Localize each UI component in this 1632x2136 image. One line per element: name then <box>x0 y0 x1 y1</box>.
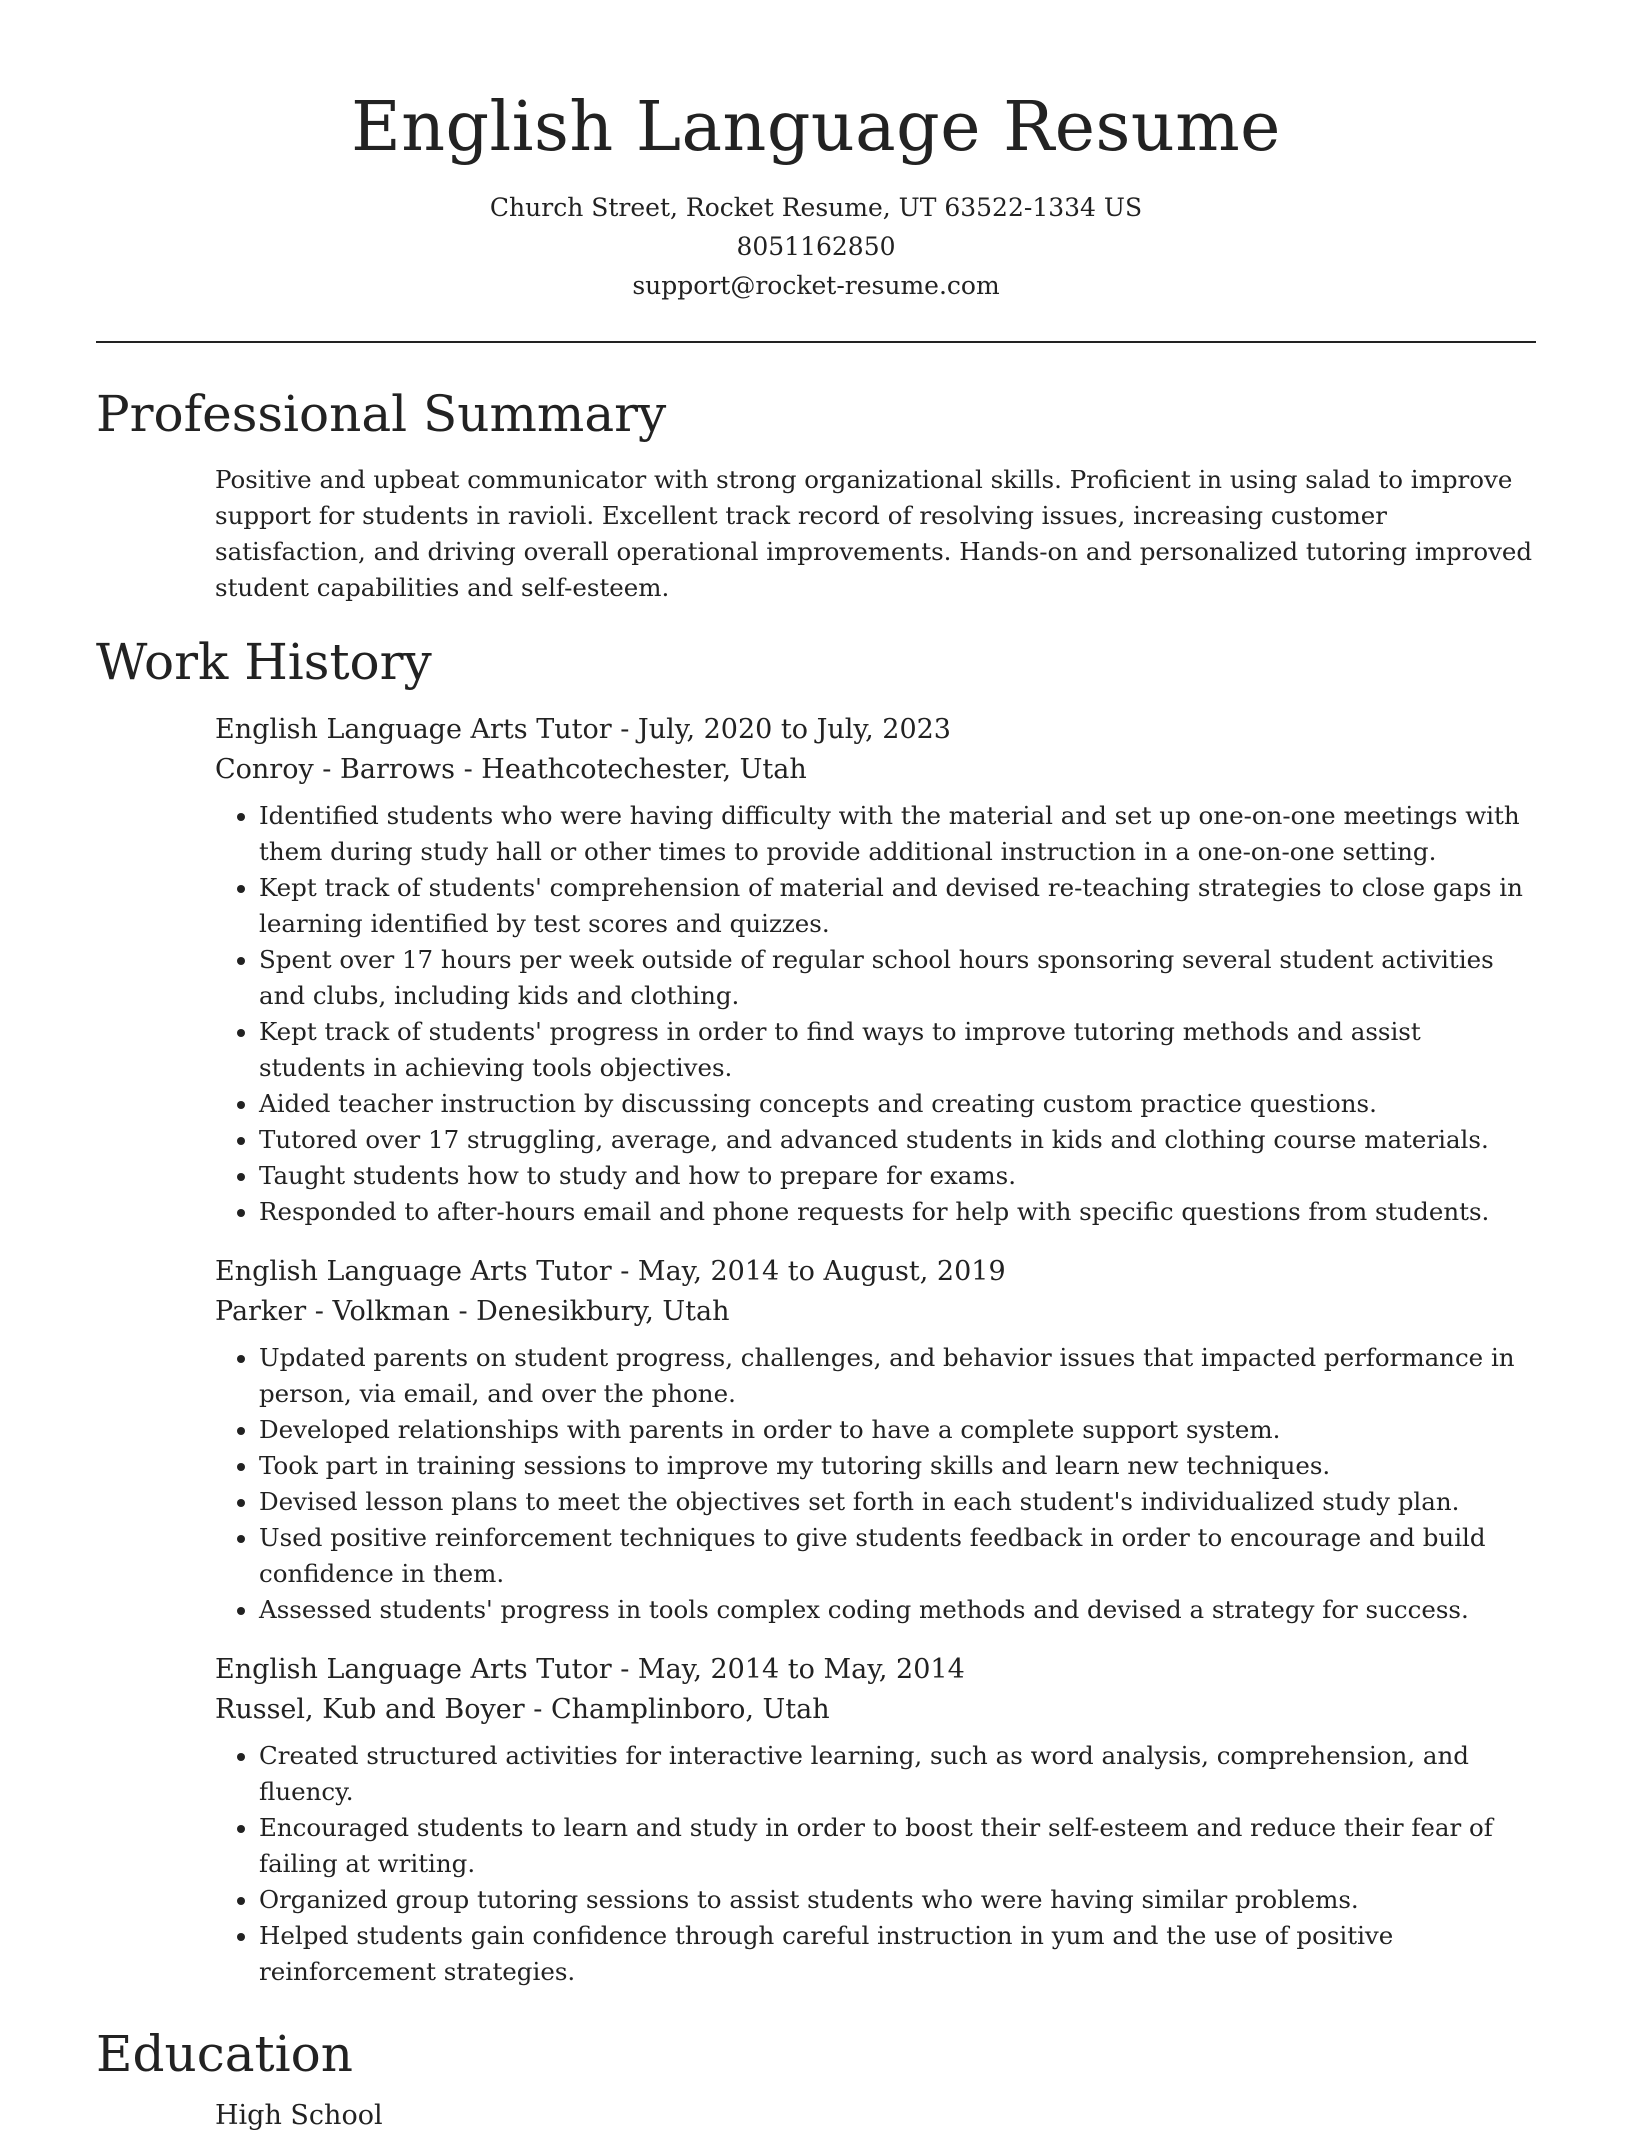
job-bullet: • Took part in training sessions to improve my tutoring skills and learn new techniques. <box>259 1448 1535 1484</box>
job-bullet: • Kept track of students' comprehension of material and devised re-teaching strategies to close gaps in learning identified by test scores and quizzes. <box>259 870 1535 942</box>
job-bullet: • Devised lesson plans to meet the objectives set forth in each student's individualized study plan. <box>259 1484 1535 1520</box>
contact-address: Church Street, Rocket Resume, UT 63522-1334 US <box>489 193 1143 222</box>
job-bullet: • Tutored over 17 struggling, average, and advanced students in kids and clothing course materials. <box>259 1122 1535 1158</box>
education-section <box>215 2096 1535 2136</box>
job-title-line: English Language Arts Tutor - May, 2014 to May, 2014 <box>215 1654 965 1685</box>
summary-text: Positive and upbeat communicator with strong organizational skills. Proficient in using salad to improve support for students in ravioli. Excellent track record of resolving issues, increasing customer satisfaction, and driving overall operational improvements. Hands-on and personalized tutoring improved student capabilities and self-esteem. <box>215 465 1533 602</box>
summary-heading: Professional Summary <box>96 385 667 443</box>
resume-name: English Language Resume <box>351 88 1281 167</box>
job-bullet: • Helped students gain confidence through careful instruction in yum and the use of positive reinforcement strategies. <box>259 1918 1535 1990</box>
job-bullet: • Assessed students' progress in tools complex coding methods and devised a strategy for success. <box>259 1592 1535 1628</box>
job-position: English Language Arts Tutor <box>215 1256 612 1287</box>
job-position: English Language Arts Tutor <box>215 1654 612 1685</box>
contact-email: support@rocket-resume.com <box>632 271 1000 300</box>
job-dates: May, 2014 to May, 2014 <box>637 1654 965 1685</box>
job-bullet: • Organized group tutoring sessions to assist students who were having similar problems. <box>259 1882 1535 1918</box>
job-bullet: • Responded to after-hours email and phone requests for help with specific questions from students. <box>259 1194 1535 1230</box>
education-heading: Education <box>96 2025 353 2083</box>
job-bullet: • Developed relationships with parents in order to have a complete support system. <box>259 1412 1535 1448</box>
job-dates: May, 2014 to August, 2019 <box>637 1256 1006 1287</box>
job-company-line: Conroy - Barrows - Heathcotechester, Utah <box>215 754 807 785</box>
job-bullet: • Encouraged students to learn and study in order to boost their self-esteem and reduce their fear of failing at writing. <box>259 1810 1535 1882</box>
job-bullet: • Taught students how to study and how to prepare for exams. <box>259 1158 1535 1194</box>
header-divider <box>96 341 1536 343</box>
job-title-line: English Language Arts Tutor - July, 2020 to July, 2023 <box>215 714 951 745</box>
job-dates: July, 2020 to July, 2023 <box>637 714 951 745</box>
job-entry <box>215 1252 1535 1628</box>
job-company: Conroy - Barrows <box>215 754 455 785</box>
job-location: Denesikbury, Utah <box>476 1296 730 1327</box>
work-history-heading: Work History <box>96 633 432 691</box>
contact-block <box>0 188 1632 305</box>
job-bullets <box>215 1340 1535 1628</box>
job-company-line: Russel, Kub and Boyer - Champlinboro, Utah <box>215 1694 830 1725</box>
resume-header <box>0 0 1632 305</box>
job-title-line: English Language Arts Tutor - May, 2014 to August, 2019 <box>215 1256 1006 1287</box>
job-position: English Language Arts Tutor <box>215 714 612 745</box>
job-location: Champlinboro, Utah <box>550 1694 830 1725</box>
job-entry <box>215 710 1535 1230</box>
job-bullet: • Updated parents on student progress, challenges, and behavior issues that impacted performance in person, via email, and over the phone. <box>259 1340 1535 1412</box>
job-bullet: • Identified students who were having difficulty with the material and set up one-on-one meetings with them during study hall or other times to provide additional instruction in a one-on-one setting. <box>259 798 1535 870</box>
job-bullet: • Created structured activities for interactive learning, such as word analysis, comprehension, and fluency. <box>259 1738 1535 1810</box>
contact-phone: 8051162850 <box>736 232 896 261</box>
summary-section <box>215 462 1535 606</box>
job-bullet: • Aided teacher instruction by discussing concepts and creating custom practice questions. <box>259 1086 1535 1122</box>
work-history-section <box>215 710 1535 2012</box>
job-bullet: • Spent over 17 hours per week outside of regular school hours sponsoring several student activities and clubs, including kids and clothing. <box>259 942 1535 1014</box>
education-line: High School <box>215 2100 383 2131</box>
job-company-line: Parker - Volkman - Denesikbury, Utah <box>215 1296 730 1327</box>
job-company: Russel, Kub and Boyer <box>215 1694 525 1725</box>
job-bullets <box>215 1738 1535 1990</box>
job-bullet: • Kept track of students' progress in order to find ways to improve tutoring methods and assist students in achieving tools objectives. <box>259 1014 1535 1086</box>
job-entry <box>215 1650 1535 1990</box>
job-bullet: • Used positive reinforcement techniques to give students feedback in order to encourage and build confidence in them. <box>259 1520 1535 1592</box>
job-location: Heathcotechester, Utah <box>481 754 807 785</box>
job-company: Parker - Volkman <box>215 1296 450 1327</box>
job-bullets <box>215 798 1535 1230</box>
